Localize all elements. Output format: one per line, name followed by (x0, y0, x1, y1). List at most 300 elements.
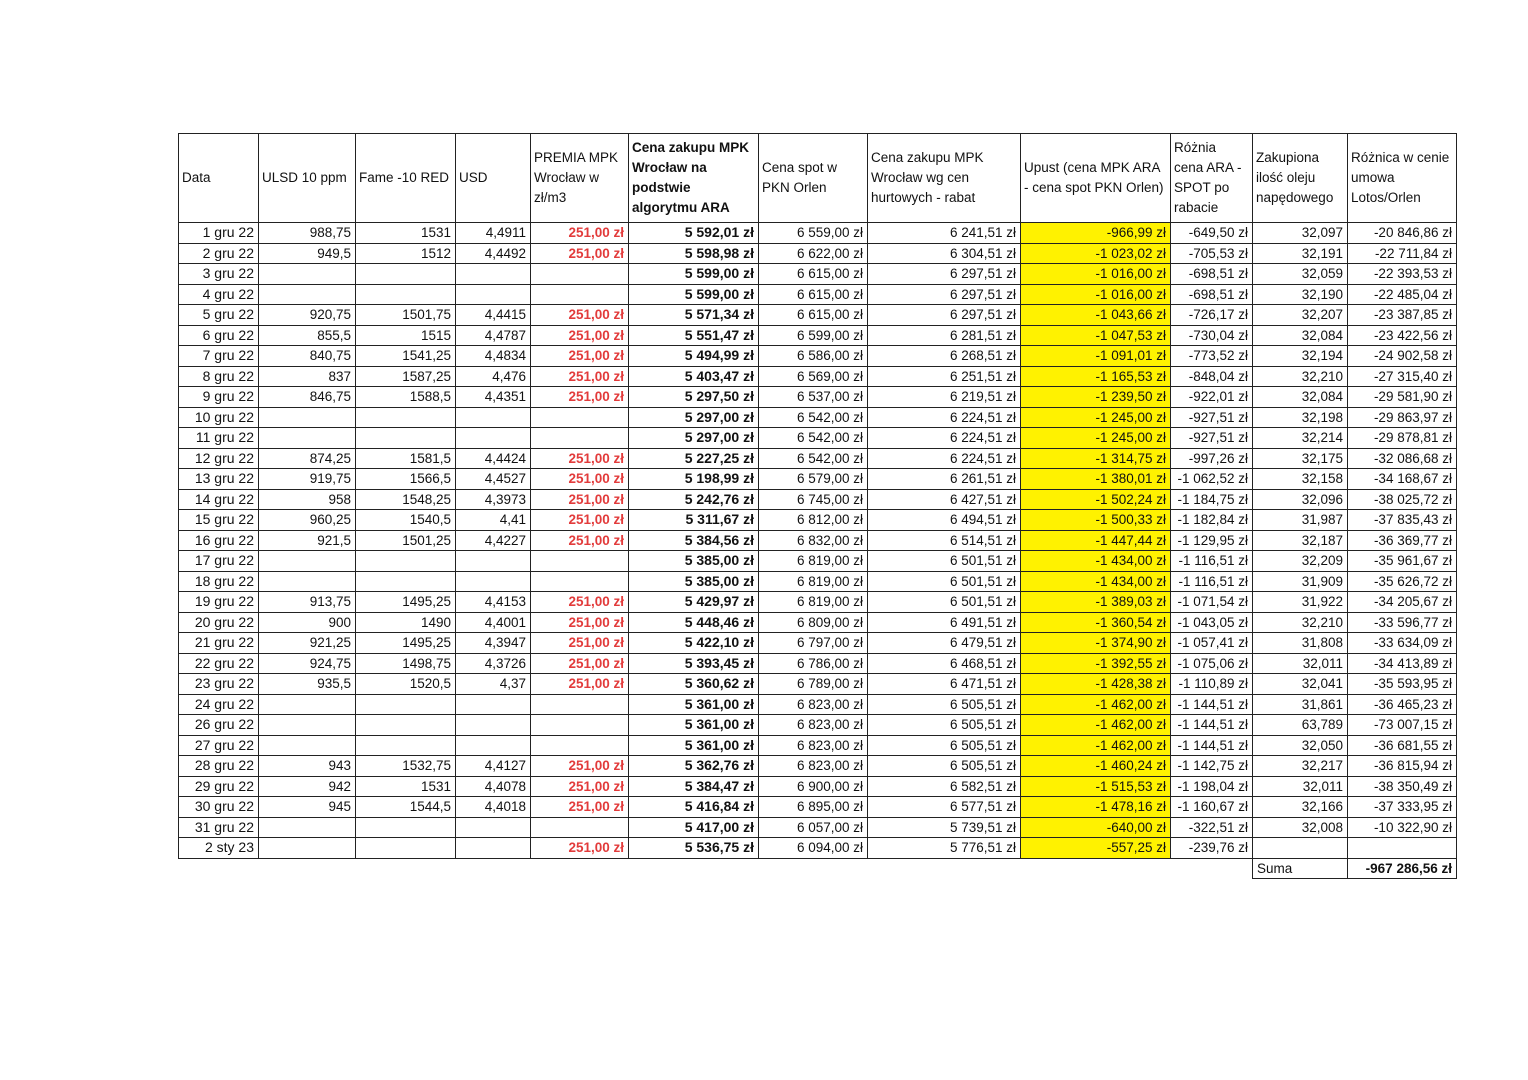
cell-premium: 251,00 zł (531, 674, 629, 695)
cell-quantity: 31,922 (1253, 592, 1348, 613)
cell-date: 8 gru 22 (179, 366, 259, 387)
cell-contract-diff: -24 902,58 zł (1348, 346, 1457, 367)
cell-premium: 251,00 zł (531, 653, 629, 674)
cell-premium: 251,00 zł (531, 612, 629, 633)
cell-spot-price: 6 542,00 zł (759, 428, 868, 449)
cell-discount: -1 239,50 zł (1021, 387, 1171, 408)
summary-spacer (456, 858, 531, 879)
cell-ara-price: 5 361,00 zł (629, 735, 759, 756)
cell-usd: 4,4227 (456, 530, 531, 551)
cell-spot-price: 6 615,00 zł (759, 284, 868, 305)
cell-wholesale-price: 6 501,51 zł (868, 571, 1021, 592)
table-row (179, 797, 1457, 818)
cell-ara-price: 5 384,47 zł (629, 776, 759, 797)
cell-wholesale-price: 6 297,51 zł (868, 305, 1021, 326)
cell-spot-price: 6 094,00 zł (759, 838, 868, 859)
cell-fame: 1512 (356, 243, 456, 264)
table-row (179, 715, 1457, 736)
cell-discount: -1 047,53 zł (1021, 325, 1171, 346)
cell-ulsd (259, 428, 356, 449)
cell-date: 31 gru 22 (179, 817, 259, 838)
cell-spot-price: 6 537,00 zł (759, 387, 868, 408)
cell-difference: -322,51 zł (1171, 817, 1253, 838)
cell-usd (456, 715, 531, 736)
cell-contract-diff: -34 413,89 zł (1348, 653, 1457, 674)
table-row (179, 817, 1457, 838)
cell-ulsd: 900 (259, 612, 356, 633)
cell-premium: 251,00 zł (531, 510, 629, 531)
cell-usd: 4,4001 (456, 612, 531, 633)
cell-contract-diff: -29 863,97 zł (1348, 407, 1457, 428)
cell-quantity: 32,214 (1253, 428, 1348, 449)
table-row (179, 366, 1457, 387)
table-row (179, 592, 1457, 613)
cell-ulsd: 840,75 (259, 346, 356, 367)
cell-ulsd: 960,25 (259, 510, 356, 531)
cell-fame: 1548,25 (356, 489, 456, 510)
cell-difference: -927,51 zł (1171, 428, 1253, 449)
cell-ara-price: 5 297,50 zł (629, 387, 759, 408)
cell-quantity: 32,207 (1253, 305, 1348, 326)
summary-spacer (259, 858, 356, 879)
cell-ulsd: 920,75 (259, 305, 356, 326)
cell-premium (531, 551, 629, 572)
cell-contract-diff: -73 007,15 zł (1348, 715, 1457, 736)
cell-wholesale-price: 6 582,51 zł (868, 776, 1021, 797)
cell-difference: -1 160,67 zł (1171, 797, 1253, 818)
cell-usd (456, 694, 531, 715)
cell-usd (456, 264, 531, 285)
cell-difference: -1 071,54 zł (1171, 592, 1253, 613)
cell-date: 1 gru 22 (179, 223, 259, 244)
cell-ulsd: 921,25 (259, 633, 356, 654)
cell-contract-diff: -35 593,95 zł (1348, 674, 1457, 695)
cell-ara-price: 5 297,00 zł (629, 428, 759, 449)
cell-wholesale-price: 6 251,51 zł (868, 366, 1021, 387)
cell-spot-price: 6 832,00 zł (759, 530, 868, 551)
cell-date: 6 gru 22 (179, 325, 259, 346)
cell-spot-price: 6 819,00 zł (759, 571, 868, 592)
table-row (179, 346, 1457, 367)
cell-spot-price: 6 615,00 zł (759, 264, 868, 285)
cell-ara-price: 5 592,01 zł (629, 223, 759, 244)
cell-contract-diff: -32 086,68 zł (1348, 448, 1457, 469)
cell-wholesale-price: 6 505,51 zł (868, 694, 1021, 715)
cell-date: 12 gru 22 (179, 448, 259, 469)
cell-contract-diff: -33 634,09 zł (1348, 633, 1457, 654)
cell-usd (456, 284, 531, 305)
cell-fame: 1540,5 (356, 510, 456, 531)
table-row (179, 530, 1457, 551)
cell-fame: 1495,25 (356, 592, 456, 613)
cell-ara-price: 5 422,10 zł (629, 633, 759, 654)
cell-discount: -1 447,44 zł (1021, 530, 1171, 551)
cell-difference: -773,52 zł (1171, 346, 1253, 367)
cell-fame: 1498,75 (356, 653, 456, 674)
cell-date: 27 gru 22 (179, 735, 259, 756)
cell-date: 26 gru 22 (179, 715, 259, 736)
cell-premium: 251,00 zł (531, 325, 629, 346)
cell-difference: -649,50 zł (1171, 223, 1253, 244)
cell-contract-diff: -27 315,40 zł (1348, 366, 1457, 387)
cell-discount: -1 023,02 zł (1021, 243, 1171, 264)
cell-quantity: 32,096 (1253, 489, 1348, 510)
cell-date: 19 gru 22 (179, 592, 259, 613)
cell-date: 30 gru 22 (179, 797, 259, 818)
cell-usd: 4,3947 (456, 633, 531, 654)
cell-discount: -1 314,75 zł (1021, 448, 1171, 469)
cell-ulsd (259, 694, 356, 715)
cell-difference: -1 057,41 zł (1171, 633, 1253, 654)
cell-fame: 1544,5 (356, 797, 456, 818)
cell-contract-diff: -35 626,72 zł (1348, 571, 1457, 592)
cell-difference: -698,51 zł (1171, 284, 1253, 305)
cell-quantity: 32,166 (1253, 797, 1348, 818)
table-row (179, 776, 1457, 797)
cell-ara-price: 5 361,00 zł (629, 694, 759, 715)
cell-usd: 4,4787 (456, 325, 531, 346)
cell-fame (356, 571, 456, 592)
cell-date: 5 gru 22 (179, 305, 259, 326)
cell-usd: 4,4127 (456, 756, 531, 777)
cell-premium (531, 735, 629, 756)
cell-spot-price: 6 819,00 zł (759, 551, 868, 572)
cell-spot-price: 6 797,00 zł (759, 633, 868, 654)
cell-quantity: 31,987 (1253, 510, 1348, 531)
cell-quantity: 32,210 (1253, 612, 1348, 633)
cell-difference: -1 144,51 zł (1171, 694, 1253, 715)
cell-ulsd: 921,5 (259, 530, 356, 551)
cell-premium: 251,00 zł (531, 838, 629, 859)
cell-premium: 251,00 zł (531, 633, 629, 654)
cell-ulsd: 855,5 (259, 325, 356, 346)
cell-premium: 251,00 zł (531, 448, 629, 469)
cell-contract-diff: -10 322,90 zł (1348, 817, 1457, 838)
summary-spacer (1171, 858, 1253, 879)
cell-spot-price: 6 615,00 zł (759, 305, 868, 326)
cell-premium: 251,00 zł (531, 243, 629, 264)
cell-ara-price: 5 551,47 zł (629, 325, 759, 346)
cell-date: 13 gru 22 (179, 469, 259, 490)
cell-contract-diff: -29 878,81 zł (1348, 428, 1457, 449)
cell-date: 17 gru 22 (179, 551, 259, 572)
cell-date: 3 gru 22 (179, 264, 259, 285)
cell-quantity: 32,190 (1253, 284, 1348, 305)
cell-spot-price: 6 559,00 zł (759, 223, 868, 244)
cell-usd (456, 551, 531, 572)
cell-quantity: 32,084 (1253, 325, 1348, 346)
cell-ara-price: 5 416,84 zł (629, 797, 759, 818)
cell-usd: 4,3973 (456, 489, 531, 510)
cell-difference: -1 110,89 zł (1171, 674, 1253, 695)
table-row (179, 756, 1457, 777)
cell-quantity: 31,808 (1253, 633, 1348, 654)
cell-fame: 1566,5 (356, 469, 456, 490)
table-row (179, 633, 1457, 654)
cell-contract-diff: -34 205,67 zł (1348, 592, 1457, 613)
cell-usd: 4,4527 (456, 469, 531, 490)
cell-spot-price: 6 057,00 zł (759, 817, 868, 838)
cell-fame (356, 694, 456, 715)
cell-difference: -1 144,51 zł (1171, 735, 1253, 756)
cell-contract-diff: -38 025,72 zł (1348, 489, 1457, 510)
cell-wholesale-price: 6 471,51 zł (868, 674, 1021, 695)
table-row (179, 223, 1457, 244)
cell-quantity: 32,175 (1253, 448, 1348, 469)
cell-contract-diff: -37 333,95 zł (1348, 797, 1457, 818)
cell-contract-diff: -23 422,56 zł (1348, 325, 1457, 346)
cell-usd: 4,4078 (456, 776, 531, 797)
cell-difference: -1 116,51 zł (1171, 571, 1253, 592)
cell-spot-price: 6 542,00 zł (759, 407, 868, 428)
cell-fame: 1587,25 (356, 366, 456, 387)
summary-spacer (356, 858, 456, 879)
summary-spacer (531, 858, 629, 879)
cell-contract-diff: -22 393,53 zł (1348, 264, 1457, 285)
cell-ara-price: 5 385,00 zł (629, 571, 759, 592)
cell-discount: -1 434,00 zł (1021, 571, 1171, 592)
col-header-quantity: Zakupiona ilość oleju napędowego (1253, 134, 1348, 223)
cell-contract-diff (1348, 838, 1457, 859)
cell-quantity: 32,217 (1253, 756, 1348, 777)
cell-date: 14 gru 22 (179, 489, 259, 510)
cell-difference: -1 075,06 zł (1171, 653, 1253, 674)
cell-difference: -726,17 zł (1171, 305, 1253, 326)
cell-spot-price: 6 819,00 zł (759, 592, 868, 613)
cell-wholesale-price: 5 739,51 zł (868, 817, 1021, 838)
fuel-price-table (178, 133, 1457, 879)
cell-quantity: 32,198 (1253, 407, 1348, 428)
cell-fame (356, 264, 456, 285)
cell-discount: -1 500,33 zł (1021, 510, 1171, 531)
cell-usd: 4,3726 (456, 653, 531, 674)
table-row (179, 448, 1457, 469)
header-row (179, 134, 1457, 223)
cell-premium: 251,00 zł (531, 469, 629, 490)
table-row (179, 551, 1457, 572)
cell-premium: 251,00 zł (531, 756, 629, 777)
cell-date: 2 gru 22 (179, 243, 259, 264)
cell-fame (356, 735, 456, 756)
cell-ulsd (259, 264, 356, 285)
cell-difference: -698,51 zł (1171, 264, 1253, 285)
cell-date: 18 gru 22 (179, 571, 259, 592)
col-header-fame: Fame -10 RED (356, 134, 456, 223)
cell-usd: 4,476 (456, 366, 531, 387)
cell-contract-diff: -35 961,67 zł (1348, 551, 1457, 572)
cell-quantity: 32,097 (1253, 223, 1348, 244)
cell-discount: -1 245,00 zł (1021, 428, 1171, 449)
cell-fame (356, 284, 456, 305)
cell-discount: -1 016,00 zł (1021, 284, 1171, 305)
cell-ulsd (259, 551, 356, 572)
cell-wholesale-price: 6 224,51 zł (868, 407, 1021, 428)
cell-ara-price: 5 362,76 zł (629, 756, 759, 777)
cell-usd: 4,41 (456, 510, 531, 531)
cell-fame: 1490 (356, 612, 456, 633)
cell-wholesale-price: 6 281,51 zł (868, 325, 1021, 346)
cell-ara-price: 5 598,98 zł (629, 243, 759, 264)
cell-fame: 1531 (356, 776, 456, 797)
cell-quantity: 32,191 (1253, 243, 1348, 264)
cell-wholesale-price: 6 505,51 zł (868, 756, 1021, 777)
cell-usd (456, 735, 531, 756)
cell-fame: 1531 (356, 223, 456, 244)
cell-ulsd: 874,25 (259, 448, 356, 469)
summary-spacer (759, 858, 868, 879)
cell-difference: -922,01 zł (1171, 387, 1253, 408)
cell-usd (456, 817, 531, 838)
summary-value: -967 286,56 zł (1348, 858, 1457, 879)
cell-spot-price: 6 789,00 zł (759, 674, 868, 695)
cell-discount: -1 374,90 zł (1021, 633, 1171, 654)
cell-usd: 4,4415 (456, 305, 531, 326)
summary-spacer (1021, 858, 1171, 879)
cell-quantity: 32,084 (1253, 387, 1348, 408)
cell-date: 22 gru 22 (179, 653, 259, 674)
cell-premium: 251,00 zł (531, 592, 629, 613)
cell-ara-price: 5 393,45 zł (629, 653, 759, 674)
cell-fame: 1541,25 (356, 346, 456, 367)
summary-row (179, 858, 1457, 879)
cell-date: 11 gru 22 (179, 428, 259, 449)
cell-ulsd: 988,75 (259, 223, 356, 244)
cell-usd (456, 428, 531, 449)
cell-discount: -1 434,00 zł (1021, 551, 1171, 572)
cell-ara-price: 5 429,97 zł (629, 592, 759, 613)
table-row (179, 243, 1457, 264)
cell-discount: -1 245,00 zł (1021, 407, 1171, 428)
cell-quantity: 32,158 (1253, 469, 1348, 490)
cell-quantity: 32,008 (1253, 817, 1348, 838)
cell-spot-price: 6 579,00 zł (759, 469, 868, 490)
cell-discount: -1 515,53 zł (1021, 776, 1171, 797)
cell-premium: 251,00 zł (531, 797, 629, 818)
cell-ara-price: 5 417,00 zł (629, 817, 759, 838)
cell-date: 28 gru 22 (179, 756, 259, 777)
cell-ulsd: 913,75 (259, 592, 356, 613)
cell-ara-price: 5 384,56 zł (629, 530, 759, 551)
cell-fame (356, 551, 456, 572)
cell-date: 7 gru 22 (179, 346, 259, 367)
cell-wholesale-price: 6 514,51 zł (868, 530, 1021, 551)
cell-date: 16 gru 22 (179, 530, 259, 551)
cell-spot-price: 6 823,00 zł (759, 694, 868, 715)
cell-ulsd: 919,75 (259, 469, 356, 490)
cell-wholesale-price: 6 494,51 zł (868, 510, 1021, 531)
table-row (179, 428, 1457, 449)
cell-fame: 1581,5 (356, 448, 456, 469)
col-header-spot-price: Cena spot w PKN Orlen (759, 134, 868, 223)
table-row (179, 653, 1457, 674)
cell-quantity: 63,789 (1253, 715, 1348, 736)
cell-premium: 251,00 zł (531, 489, 629, 510)
cell-date: 21 gru 22 (179, 633, 259, 654)
cell-spot-price: 6 823,00 zł (759, 735, 868, 756)
cell-ulsd: 949,5 (259, 243, 356, 264)
cell-wholesale-price: 6 241,51 zł (868, 223, 1021, 244)
cell-wholesale-price: 6 505,51 zł (868, 715, 1021, 736)
cell-wholesale-price: 6 427,51 zł (868, 489, 1021, 510)
cell-quantity: 32,187 (1253, 530, 1348, 551)
cell-spot-price: 6 823,00 zł (759, 756, 868, 777)
cell-usd: 4,4018 (456, 797, 531, 818)
cell-quantity: 31,909 (1253, 571, 1348, 592)
cell-difference: -927,51 zł (1171, 407, 1253, 428)
cell-fame (356, 428, 456, 449)
table-row (179, 325, 1457, 346)
cell-date: 4 gru 22 (179, 284, 259, 305)
cell-wholesale-price: 6 224,51 zł (868, 428, 1021, 449)
cell-premium: 251,00 zł (531, 223, 629, 244)
cell-spot-price: 6 586,00 zł (759, 346, 868, 367)
cell-premium (531, 284, 629, 305)
cell-contract-diff: -38 350,49 zł (1348, 776, 1457, 797)
cell-contract-diff: -22 711,84 zł (1348, 243, 1457, 264)
cell-discount: -1 428,38 zł (1021, 674, 1171, 695)
cell-usd: 4,4834 (456, 346, 531, 367)
cell-date: 24 gru 22 (179, 694, 259, 715)
cell-fame: 1501,75 (356, 305, 456, 326)
cell-wholesale-price: 6 297,51 zł (868, 284, 1021, 305)
cell-date: 20 gru 22 (179, 612, 259, 633)
cell-contract-diff: -36 465,23 zł (1348, 694, 1457, 715)
cell-wholesale-price: 6 505,51 zł (868, 735, 1021, 756)
cell-difference: -1 144,51 zł (1171, 715, 1253, 736)
cell-discount: -1 462,00 zł (1021, 715, 1171, 736)
cell-spot-price: 6 786,00 zł (759, 653, 868, 674)
cell-premium: 251,00 zł (531, 366, 629, 387)
cell-contract-diff: -33 596,77 zł (1348, 612, 1457, 633)
cell-quantity: 32,011 (1253, 776, 1348, 797)
cell-usd: 4,4492 (456, 243, 531, 264)
cell-wholesale-price: 6 261,51 zł (868, 469, 1021, 490)
cell-wholesale-price: 6 491,51 zł (868, 612, 1021, 633)
col-header-ulsd: ULSD 10 ppm (259, 134, 356, 223)
cell-discount: -1 392,55 zł (1021, 653, 1171, 674)
cell-quantity: 32,041 (1253, 674, 1348, 695)
cell-premium: 251,00 zł (531, 346, 629, 367)
cell-fame: 1520,5 (356, 674, 456, 695)
table-row (179, 571, 1457, 592)
cell-date: 29 gru 22 (179, 776, 259, 797)
cell-date: 15 gru 22 (179, 510, 259, 531)
cell-contract-diff: -36 681,55 zł (1348, 735, 1457, 756)
cell-discount: -1 478,16 zł (1021, 797, 1171, 818)
cell-spot-price: 6 823,00 zł (759, 715, 868, 736)
cell-discount: -1 460,24 zł (1021, 756, 1171, 777)
cell-fame (356, 715, 456, 736)
cell-premium: 251,00 zł (531, 305, 629, 326)
cell-contract-diff: -29 581,90 zł (1348, 387, 1457, 408)
col-header-wholesale-price: Cena zakupu MPK Wrocław wg cen hurtowych - rabat (868, 134, 1021, 223)
cell-fame: 1501,25 (356, 530, 456, 551)
cell-ara-price: 5 599,00 zł (629, 264, 759, 285)
cell-ara-price: 5 360,62 zł (629, 674, 759, 695)
cell-contract-diff: -37 835,43 zł (1348, 510, 1457, 531)
table-row (179, 674, 1457, 695)
cell-contract-diff: -34 168,67 zł (1348, 469, 1457, 490)
cell-wholesale-price: 6 501,51 zł (868, 551, 1021, 572)
cell-discount: -1 016,00 zł (1021, 264, 1171, 285)
cell-ulsd: 935,5 (259, 674, 356, 695)
cell-quantity: 32,011 (1253, 653, 1348, 674)
cell-quantity: 32,209 (1253, 551, 1348, 572)
cell-ara-price: 5 571,34 zł (629, 305, 759, 326)
col-header-difference: Różnia cena ARA - SPOT po rabacie (1171, 134, 1253, 223)
cell-quantity: 32,050 (1253, 735, 1348, 756)
cell-usd: 4,4424 (456, 448, 531, 469)
